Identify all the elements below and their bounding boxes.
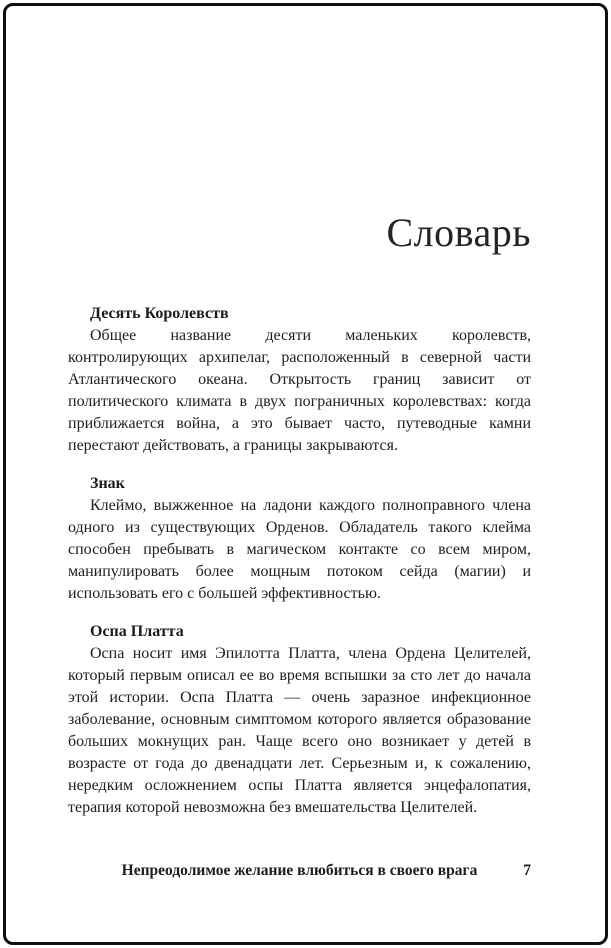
glossary-entry <box>68 621 531 819</box>
chapter-title: Словарь <box>386 210 531 255</box>
footer-book-title: Непреодолимое желание влюбиться в своего врага <box>121 862 478 879</box>
entry-term: Знак <box>90 475 125 492</box>
glossary-entry <box>68 473 531 605</box>
entry-term: Оспа Платта <box>90 623 184 640</box>
entry-definition: Общее название десяти маленьких королевств, контролирующих архипелаг, расположенный в северной части Атлантического океана. Открытость границ зависит от политического климата в двух пограничных королевствах: когда приближается война, а это бывает часто, путеводные камни перестают действовать, а границы закрываются. <box>68 327 531 454</box>
entry-definition: Оспа носит имя Эпилотта Платта, члена Ордена Целителей, который первым описал ее во время вспышки за сто лет до начала этой истории. Оспа Платта — очень заразное инфекционное заболевание, основным симптомом которого является образование больших мокнущих ран. Чаще всего оно возникает у детей в возрасте от года до двенадцати лет. Серьезным и, к сожалению, нередким осложнением оспы Платта является энцефалопатия, терапия которой невозможна без вмешательства Целителей. <box>68 645 531 816</box>
page-footer <box>68 861 531 881</box>
entry-term: Десять Королевств <box>90 305 229 322</box>
glossary-entry <box>68 303 531 457</box>
book-page <box>6 6 605 942</box>
entry-definition: Клеймо, выжженное на ладони каждого полноправного члена одного из существующих Орденов. Обладатель такого клейма способен пребывать в магическом контакте со всем миром, манипулировать более мощным потоком сейда (магии) и использовать его с большей эффективностью. <box>68 497 531 602</box>
page-frame <box>3 3 608 945</box>
footer-page-number: 7 <box>523 862 531 879</box>
